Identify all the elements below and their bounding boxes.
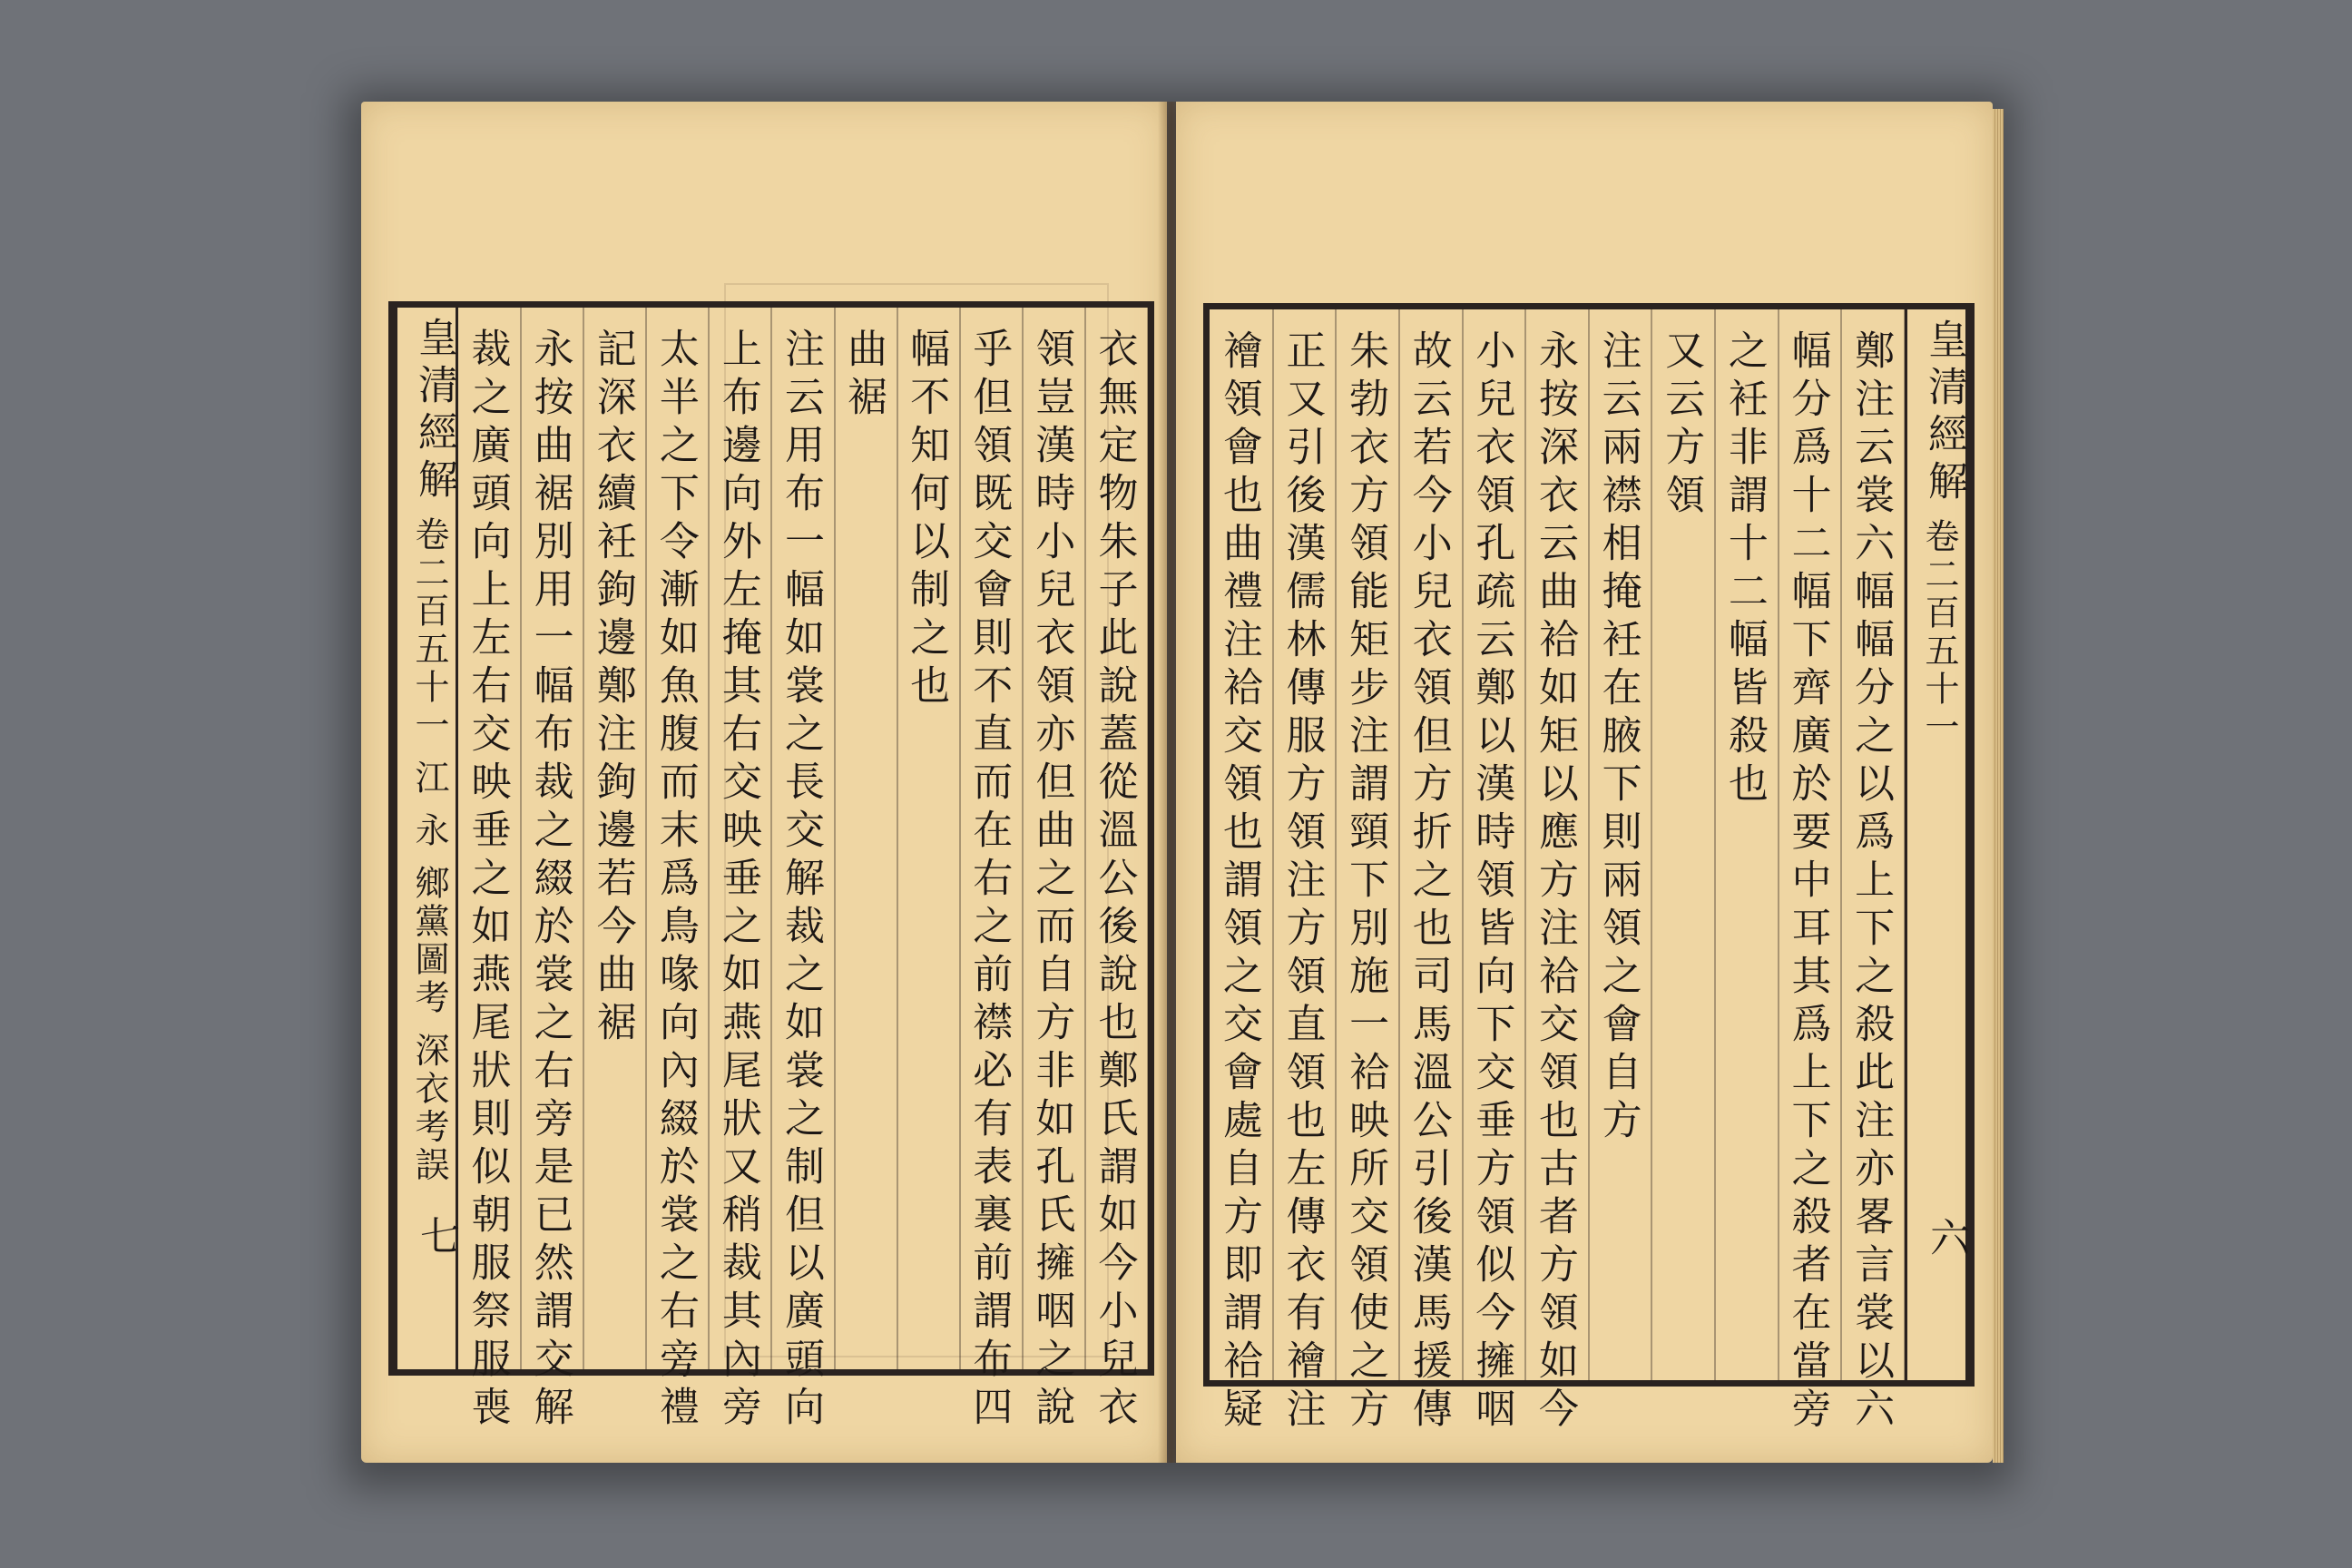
text-column: 幅分爲十二幅下齊廣於要中耳其爲上下之殺者在當旁 [1784, 329, 1831, 1436]
column-rule [645, 308, 647, 1369]
left-margin-volume: 卷二百五十一 江 永 鄉黨圖考 深衣考誤 [409, 516, 449, 1185]
column-rule [1904, 309, 1906, 1380]
text-column: 注云用布一幅如裳之長交解裁之如裳之制但以廣頭向 [778, 328, 824, 1434]
text-column: 又云方領 [1658, 329, 1705, 522]
text-column: 小兒衣領孔疏云鄭以漢時領皆向下交垂方領似今擁咽 [1468, 329, 1515, 1436]
right-margin-strip [1905, 309, 1968, 1380]
column-rule [770, 308, 772, 1369]
page-edges [1993, 109, 2004, 1463]
column-rule [1778, 309, 1779, 1380]
text-column: 朱勃衣方領能矩步注謂頸下別施一袷映所交領使之方 [1342, 329, 1389, 1436]
right-margin-title: 皇清經解 [1921, 318, 1967, 507]
text-column: 曲裾 [840, 328, 887, 424]
text-column: 上布邊向外左掩其右交映垂之如燕尾狀又稍裁其內旁 [714, 328, 761, 1434]
text-column: 永按深衣云曲袷如矩以應方注袷交領也古者方領如今 [1532, 329, 1578, 1436]
text-column: 幅不知何以制之也 [903, 328, 950, 712]
text-column: 襘領會也曲禮注袷交領也謂領之交會處自方即謂袷疑 [1215, 329, 1262, 1436]
column-rule [1714, 309, 1716, 1380]
right-page-frame [1203, 303, 1975, 1436]
column-rule [1398, 309, 1400, 1380]
left-page-number: 七 [413, 1215, 459, 1255]
column-rule [1335, 309, 1337, 1380]
column-rule [1272, 309, 1274, 1380]
text-column: 鄭注云裳六幅幅分之以爲上下之殺此注亦畧言裳以六 [1847, 329, 1895, 1436]
text-column: 之衽非謂十二幅皆殺也 [1720, 329, 1768, 810]
column-rule [520, 308, 522, 1369]
left-page-frame [388, 301, 1154, 1434]
right-margin-volume: 卷二百五十一 [1919, 518, 1959, 747]
column-rule [1084, 308, 1086, 1369]
column-rule [1524, 309, 1526, 1380]
text-column: 正又引後漢儒林傳服方領注方領直領也左傳衣有襘注 [1279, 329, 1326, 1436]
left-margin-strip [395, 308, 458, 1369]
text-column: 太半之下令漸如魚腹而末爲鳥喙向內綴於裳之右旁禮 [652, 328, 699, 1434]
column-rule [1462, 309, 1464, 1380]
left-page [361, 102, 1167, 1463]
column-rule [1588, 309, 1590, 1380]
text-column: 衣無定物朱子此說蓋從溫公後說也鄭氏謂如今小兒衣 [1091, 328, 1138, 1434]
column-rule [959, 308, 961, 1369]
text-column: 注云兩襟相掩衽在腋下則兩領之會自方 [1594, 329, 1642, 1147]
column-rule [897, 308, 898, 1369]
text-column: 領豈漢時小兒衣領亦但曲之而自方非如孔氏擁咽之說 [1028, 328, 1075, 1434]
column-rule [583, 308, 584, 1369]
column-rule [1840, 309, 1842, 1380]
text-column: 乎但領既交會則不直而在右之前襟必有表裏前謂布四 [965, 328, 1013, 1434]
left-margin-title: 皇清經解 [411, 317, 457, 505]
text-column: 裁之廣頭向上左右交映垂之如燕尾狀則似朝服祭服喪 [464, 328, 511, 1434]
column-rule [834, 308, 836, 1369]
text-column: 故云若今小兒衣領但方折之也司馬溫公引後漢馬援傳 [1405, 329, 1452, 1436]
column-rule [1147, 308, 1149, 1369]
column-rule [708, 308, 710, 1369]
text-column: 永按曲裾別用一幅布裁之綴於裳之右旁是已然謂交解 [526, 328, 573, 1434]
column-rule [1651, 309, 1652, 1380]
right-page-number: 六 [1923, 1217, 1969, 1257]
text-column: 記深衣續衽鉤邊鄭注鉤邊若今曲裾 [589, 328, 636, 1049]
right-page [1176, 102, 1993, 1463]
column-rule [1022, 308, 1024, 1369]
